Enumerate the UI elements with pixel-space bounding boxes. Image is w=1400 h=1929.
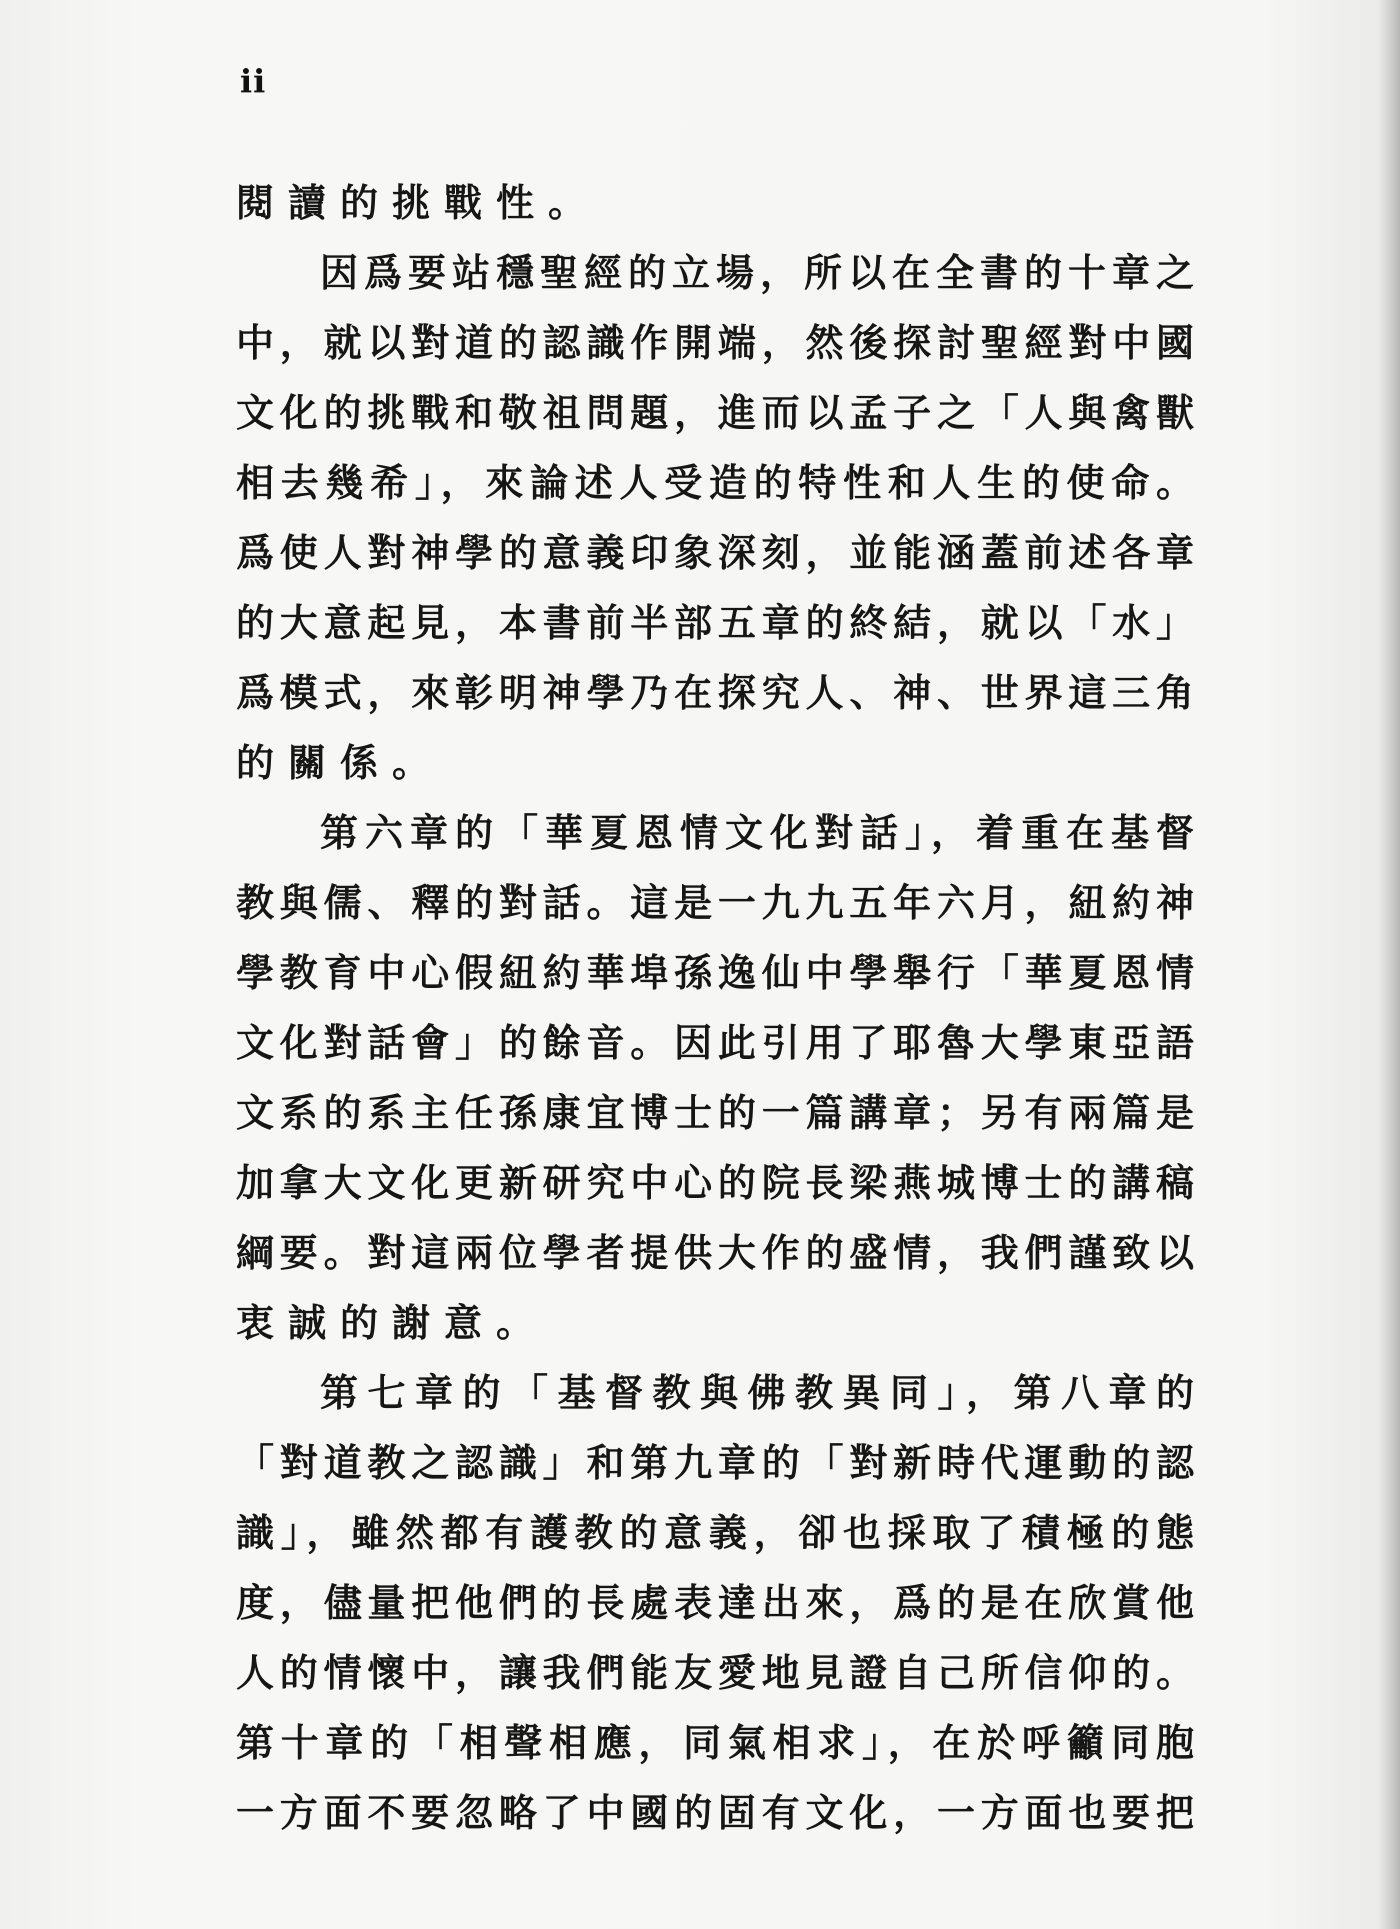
text-line: 文化對話會」的餘音。因此引用了耶魯大學東亞語	[236, 1021, 1196, 1065]
text-line: 加拿大文化更新研究中心的院長梁燕城博士的講稿	[236, 1161, 1196, 1205]
text-line: 識」，雖然都有護教的意義，卻也採取了積極的態	[236, 1511, 1196, 1555]
text-line: 爲使人對神學的意義印象深刻，並能涵蓋前述各章	[236, 531, 1196, 575]
text-line: 爲模式，來彰明神學乃在探究人、神、世界這三角	[236, 671, 1196, 715]
text-line: 人的情懷中，讓我們能友愛地見證自己所信仰的。	[236, 1651, 1196, 1695]
text-line: 「對道教之認識」和第九章的「對新時代運動的認	[236, 1441, 1196, 1485]
body-text	[236, 168, 1196, 1848]
text-line: 度，儘量把他們的長處表達出來，爲的是在欣賞他	[236, 1581, 1196, 1625]
text-line: 閱讀的挑戰性。	[236, 181, 601, 225]
page-number: ii	[240, 62, 267, 100]
text-line: 第六章的「華夏恩情文化對話」，着重在基督	[320, 811, 1196, 855]
text-line: 因爲要站穩聖經的立場，所以在全書的十章之	[320, 251, 1196, 295]
text-line: 的大意起見，本書前半部五章的終結，就以「水」	[236, 601, 1196, 645]
page-edge-shadow	[1378, 0, 1400, 1929]
text-line: 的關係。	[236, 741, 445, 785]
text-line: 衷誠的謝意。	[236, 1301, 549, 1345]
text-line: 第十章的「相聲相應，同氣相求」，在於呼籲同胞	[236, 1721, 1196, 1765]
text-line: 文系的系主任孫康宜博士的一篇講章；另有兩篇是	[236, 1091, 1196, 1135]
text-line: 中，就以對道的認識作開端，然後探討聖經對中國	[236, 321, 1196, 365]
text-line: 教與儒、釋的對話。這是一九九五年六月，紐約神	[236, 881, 1196, 925]
text-line: 文化的挑戰和敬祖問題，進而以孟子之「人與禽獸	[236, 391, 1196, 435]
text-line: 學教育中心假紐約華埠孫逸仙中學舉行「華夏恩情	[236, 951, 1196, 995]
text-line: 第七章的「基督教與佛教異同」，第八章的	[320, 1371, 1196, 1415]
text-line: 相去幾希」，來論述人受造的特性和人生的使命。	[236, 461, 1196, 505]
text-line: 綱要。對這兩位學者提供大作的盛情，我們謹致以	[236, 1231, 1196, 1275]
text-line: 一方面不要忽略了中國的固有文化，一方面也要把	[236, 1791, 1196, 1835]
